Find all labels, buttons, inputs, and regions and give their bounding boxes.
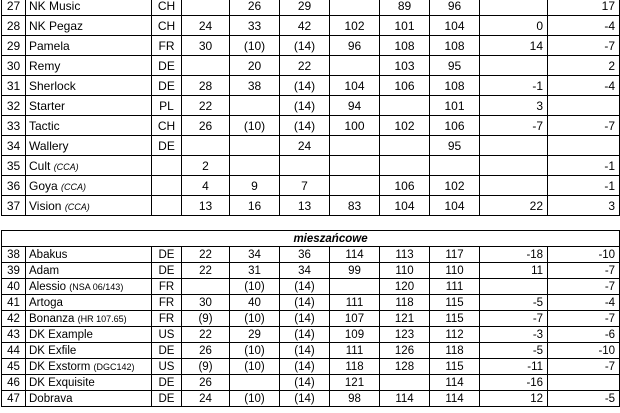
value-cell: 104 bbox=[430, 196, 480, 216]
row-number: 27 bbox=[2, 0, 26, 16]
value-cell bbox=[430, 156, 480, 176]
value-cell: 106 bbox=[430, 116, 480, 136]
value-cell: 95 bbox=[430, 136, 480, 156]
table-row bbox=[2, 96, 620, 116]
difference-cell: -18 bbox=[480, 247, 548, 263]
table-row bbox=[2, 196, 620, 216]
value-cell: 115 bbox=[430, 295, 480, 311]
value-cell: 114 bbox=[430, 391, 480, 407]
row-number: 30 bbox=[2, 56, 26, 76]
value-cell: 38 bbox=[230, 76, 280, 96]
value-cell: 108 bbox=[430, 36, 480, 56]
row-number: 35 bbox=[2, 156, 26, 176]
value-cell bbox=[230, 375, 280, 391]
value-cell: 115 bbox=[430, 311, 480, 327]
difference-cell bbox=[548, 375, 620, 391]
row-number: 28 bbox=[2, 16, 26, 36]
value-cell: 109 bbox=[330, 327, 380, 343]
difference-cell: -7 bbox=[548, 359, 620, 375]
country-code: DE bbox=[152, 247, 182, 263]
value-cell: 108 bbox=[380, 36, 430, 56]
value-cell: 22 bbox=[182, 327, 230, 343]
value-cell: 118 bbox=[380, 295, 430, 311]
country-code: FR bbox=[152, 295, 182, 311]
difference-cell: -5 bbox=[480, 295, 548, 311]
value-cell: (14) bbox=[280, 116, 330, 136]
table-row bbox=[2, 359, 620, 375]
value-cell: 26 bbox=[182, 116, 230, 136]
variety-cell bbox=[26, 116, 152, 136]
table-row bbox=[2, 247, 620, 263]
value-cell: (10) bbox=[230, 116, 280, 136]
country-code bbox=[152, 176, 182, 196]
value-cell: 26 bbox=[230, 0, 280, 16]
value-cell bbox=[330, 176, 380, 196]
value-cell bbox=[182, 56, 230, 76]
value-cell bbox=[380, 96, 430, 116]
variety-name: NK Pegaz bbox=[29, 18, 84, 33]
section-spacer-left bbox=[2, 231, 182, 247]
table-row bbox=[2, 136, 620, 156]
value-cell: 112 bbox=[430, 327, 480, 343]
row-number: 38 bbox=[2, 247, 26, 263]
row-number: 40 bbox=[2, 279, 26, 295]
difference-cell: -4 bbox=[548, 76, 620, 96]
value-cell bbox=[280, 156, 330, 176]
value-cell: (14) bbox=[280, 359, 330, 375]
country-code: CH bbox=[152, 116, 182, 136]
value-cell: 36 bbox=[280, 247, 330, 263]
variety-note: (CCA) bbox=[64, 201, 90, 212]
difference-cell: 2 bbox=[548, 56, 620, 76]
variety-cell bbox=[26, 327, 152, 343]
value-cell: (14) bbox=[280, 36, 330, 56]
value-cell: 115 bbox=[430, 359, 480, 375]
table-row bbox=[2, 176, 620, 196]
difference-cell: -4 bbox=[548, 295, 620, 311]
difference-cell: 3 bbox=[548, 196, 620, 216]
value-cell: 103 bbox=[380, 56, 430, 76]
variety-cell bbox=[26, 0, 152, 16]
difference-cell: -1 bbox=[548, 176, 620, 196]
value-cell: (10) bbox=[230, 359, 280, 375]
section-header-row bbox=[2, 231, 620, 247]
difference-cell bbox=[480, 156, 548, 176]
difference-cell: 22 bbox=[480, 196, 548, 216]
variety-name: Vision bbox=[29, 198, 62, 213]
value-cell: (9) bbox=[182, 359, 230, 375]
country-code: DE bbox=[152, 56, 182, 76]
difference-cell bbox=[480, 176, 548, 196]
variety-cell bbox=[26, 76, 152, 96]
variety-name: Tactic bbox=[29, 118, 60, 133]
value-cell: (14) bbox=[280, 279, 330, 295]
difference-cell: -7 bbox=[548, 36, 620, 56]
value-cell: (14) bbox=[280, 327, 330, 343]
country-code: FR bbox=[152, 36, 182, 56]
country-code: CH bbox=[152, 16, 182, 36]
value-cell: 111 bbox=[430, 279, 480, 295]
variety-name: NK Music bbox=[29, 0, 81, 13]
variety-name: DK Exfile bbox=[29, 344, 77, 357]
variety-cell bbox=[26, 343, 152, 359]
table-row bbox=[2, 343, 620, 359]
variety-name: Dobrava bbox=[29, 392, 73, 405]
variety-note: (HR 107.65) bbox=[77, 313, 127, 324]
variety-name: Pamela bbox=[29, 38, 70, 53]
difference-cell: 0 bbox=[480, 16, 548, 36]
table-row bbox=[2, 0, 620, 16]
value-cell: 94 bbox=[330, 96, 380, 116]
value-cell bbox=[182, 279, 230, 295]
value-cell: 83 bbox=[330, 196, 380, 216]
value-cell: 110 bbox=[380, 263, 430, 279]
country-code: DE bbox=[152, 136, 182, 156]
value-cell: 104 bbox=[430, 16, 480, 36]
value-cell: 30 bbox=[182, 295, 230, 311]
variety-cell bbox=[26, 136, 152, 156]
row-number: 45 bbox=[2, 359, 26, 375]
value-cell: (10) bbox=[230, 311, 280, 327]
variety-name: Starter bbox=[29, 98, 66, 113]
variety-cell bbox=[26, 359, 152, 375]
country-code: DE bbox=[152, 343, 182, 359]
table-row bbox=[2, 327, 620, 343]
value-cell: 22 bbox=[182, 247, 230, 263]
row-number: 36 bbox=[2, 176, 26, 196]
value-cell bbox=[380, 156, 430, 176]
difference-cell: -11 bbox=[480, 359, 548, 375]
value-cell: 29 bbox=[280, 0, 330, 16]
table-row bbox=[2, 16, 620, 36]
row-number: 29 bbox=[2, 36, 26, 56]
value-cell: 113 bbox=[380, 247, 430, 263]
variety-cell bbox=[26, 263, 152, 279]
table-row bbox=[2, 56, 620, 76]
value-cell: 120 bbox=[380, 279, 430, 295]
country-code: US bbox=[152, 359, 182, 375]
value-cell: 2 bbox=[182, 156, 230, 176]
table-row bbox=[2, 36, 620, 56]
variety-name: Goya bbox=[29, 178, 58, 193]
value-cell: (14) bbox=[280, 343, 330, 359]
row-number: 46 bbox=[2, 375, 26, 391]
variety-name: Cult bbox=[29, 158, 51, 173]
variety-cell bbox=[26, 279, 152, 295]
value-cell: 114 bbox=[430, 375, 480, 391]
value-cell: 121 bbox=[330, 375, 380, 391]
difference-cell: -5 bbox=[480, 343, 548, 359]
difference-cell: -10 bbox=[548, 343, 620, 359]
variety-name: Alessio bbox=[29, 280, 67, 293]
variety-name: DK Exstorm bbox=[29, 360, 91, 373]
variety-cell bbox=[26, 96, 152, 116]
value-cell bbox=[380, 375, 430, 391]
value-cell: 34 bbox=[230, 247, 280, 263]
row-number: 42 bbox=[2, 311, 26, 327]
variety-note: (DGC142) bbox=[93, 361, 135, 372]
value-cell: (14) bbox=[280, 295, 330, 311]
value-cell: 42 bbox=[280, 16, 330, 36]
value-cell: 95 bbox=[430, 56, 480, 76]
table-row bbox=[2, 311, 620, 327]
row-number: 41 bbox=[2, 295, 26, 311]
value-cell bbox=[182, 0, 230, 16]
value-cell: 118 bbox=[330, 359, 380, 375]
value-cell: 24 bbox=[182, 391, 230, 407]
value-cell: 96 bbox=[430, 0, 480, 16]
value-cell: 29 bbox=[230, 327, 280, 343]
value-cell: 123 bbox=[380, 327, 430, 343]
difference-cell: 3 bbox=[480, 96, 548, 116]
country-code: FR bbox=[152, 311, 182, 327]
difference-cell: -4 bbox=[548, 16, 620, 36]
value-cell: 28 bbox=[182, 76, 230, 96]
value-cell: 118 bbox=[430, 343, 480, 359]
value-cell: 16 bbox=[230, 196, 280, 216]
difference-cell: -7 bbox=[548, 279, 620, 295]
row-number: 32 bbox=[2, 96, 26, 116]
variety-name: Adam bbox=[29, 264, 60, 277]
value-cell: 24 bbox=[182, 16, 230, 36]
country-code: CH bbox=[152, 0, 182, 16]
value-cell: 106 bbox=[380, 176, 430, 196]
value-cell: 107 bbox=[330, 311, 380, 327]
difference-cell: 14 bbox=[480, 36, 548, 56]
value-cell: 89 bbox=[380, 0, 430, 16]
difference-cell: 11 bbox=[480, 263, 548, 279]
value-cell: 96 bbox=[330, 36, 380, 56]
value-cell: 114 bbox=[330, 247, 380, 263]
difference-cell bbox=[480, 279, 548, 295]
row-number: 33 bbox=[2, 116, 26, 136]
variety-name: DK Exquisite bbox=[29, 376, 95, 389]
value-cell: 101 bbox=[430, 96, 480, 116]
variety-cell bbox=[26, 375, 152, 391]
value-cell: (14) bbox=[280, 96, 330, 116]
row-number: 47 bbox=[2, 391, 26, 407]
row-number: 39 bbox=[2, 263, 26, 279]
variety-cell bbox=[26, 196, 152, 216]
value-cell: 13 bbox=[280, 196, 330, 216]
country-code bbox=[152, 196, 182, 216]
value-cell: 121 bbox=[380, 311, 430, 327]
value-cell: 40 bbox=[230, 295, 280, 311]
difference-cell: 17 bbox=[548, 0, 620, 16]
variety-cell bbox=[26, 36, 152, 56]
value-cell: (10) bbox=[230, 343, 280, 359]
variety-name: DK Example bbox=[29, 328, 93, 341]
difference-cell: -7 bbox=[548, 116, 620, 136]
section-title: mieszańcowe bbox=[182, 231, 480, 247]
value-cell: 26 bbox=[182, 343, 230, 359]
variety-cell bbox=[26, 311, 152, 327]
variety-cell bbox=[26, 391, 152, 407]
difference-cell: -5 bbox=[548, 391, 620, 407]
country-code: DE bbox=[152, 263, 182, 279]
table-row bbox=[2, 76, 620, 96]
variety-name: Bonanza bbox=[29, 312, 75, 325]
table-row bbox=[2, 295, 620, 311]
variety-table-top bbox=[1, 0, 620, 216]
value-cell: 26 bbox=[182, 375, 230, 391]
value-cell bbox=[230, 96, 280, 116]
variety-name: Wallery bbox=[29, 138, 69, 153]
variety-name: Abakus bbox=[29, 248, 68, 261]
difference-cell: -7 bbox=[548, 311, 620, 327]
value-cell: 128 bbox=[380, 359, 430, 375]
difference-cell: -1 bbox=[548, 156, 620, 176]
value-cell: 20 bbox=[230, 56, 280, 76]
difference-cell: 12 bbox=[480, 391, 548, 407]
country-code: FR bbox=[152, 279, 182, 295]
difference-cell bbox=[548, 96, 620, 116]
value-cell: 33 bbox=[230, 16, 280, 36]
value-cell: 102 bbox=[330, 16, 380, 36]
value-cell: 110 bbox=[430, 263, 480, 279]
variety-cell bbox=[26, 56, 152, 76]
value-cell: (10) bbox=[230, 36, 280, 56]
table-row bbox=[2, 375, 620, 391]
variety-cell bbox=[26, 295, 152, 311]
value-cell: 24 bbox=[280, 136, 330, 156]
difference-cell: -1 bbox=[480, 76, 548, 96]
value-cell: 102 bbox=[380, 116, 430, 136]
value-cell bbox=[330, 279, 380, 295]
value-cell: 117 bbox=[430, 247, 480, 263]
value-cell bbox=[330, 56, 380, 76]
value-cell: 104 bbox=[330, 76, 380, 96]
value-cell bbox=[182, 136, 230, 156]
value-cell: 7 bbox=[280, 176, 330, 196]
value-cell: 126 bbox=[380, 343, 430, 359]
section-spacer-right bbox=[480, 231, 620, 247]
difference-cell: -6 bbox=[548, 327, 620, 343]
row-number: 31 bbox=[2, 76, 26, 96]
value-cell bbox=[330, 156, 380, 176]
variety-name: Sherlock bbox=[29, 78, 76, 93]
value-cell: 31 bbox=[230, 263, 280, 279]
variety-note: (CCA) bbox=[53, 161, 79, 172]
table-row bbox=[2, 116, 620, 136]
difference-cell: -7 bbox=[480, 311, 548, 327]
row-number: 43 bbox=[2, 327, 26, 343]
country-code: US bbox=[152, 327, 182, 343]
value-cell bbox=[230, 156, 280, 176]
value-cell bbox=[330, 0, 380, 16]
value-cell: (14) bbox=[280, 375, 330, 391]
value-cell: 104 bbox=[380, 196, 430, 216]
variety-cell bbox=[26, 16, 152, 36]
value-cell: (14) bbox=[280, 311, 330, 327]
country-code: DE bbox=[152, 391, 182, 407]
difference-cell bbox=[480, 56, 548, 76]
value-cell: 99 bbox=[330, 263, 380, 279]
value-cell: 22 bbox=[280, 56, 330, 76]
value-cell: 98 bbox=[330, 391, 380, 407]
difference-cell bbox=[480, 136, 548, 156]
value-cell: 4 bbox=[182, 176, 230, 196]
value-cell bbox=[230, 136, 280, 156]
value-cell: 22 bbox=[182, 263, 230, 279]
variety-name: Artoga bbox=[29, 296, 63, 309]
value-cell: (9) bbox=[182, 311, 230, 327]
value-cell: 108 bbox=[430, 76, 480, 96]
variety-cell bbox=[26, 247, 152, 263]
difference-cell bbox=[548, 136, 620, 156]
value-cell: (14) bbox=[280, 76, 330, 96]
country-code: DE bbox=[152, 76, 182, 96]
value-cell: 22 bbox=[182, 96, 230, 116]
value-cell: 111 bbox=[330, 295, 380, 311]
value-cell: 30 bbox=[182, 36, 230, 56]
difference-cell: -10 bbox=[548, 247, 620, 263]
row-number: 44 bbox=[2, 343, 26, 359]
variety-note: (CCA) bbox=[61, 181, 87, 192]
table-row bbox=[2, 279, 620, 295]
value-cell: 34 bbox=[280, 263, 330, 279]
difference-cell bbox=[480, 0, 548, 16]
country-code: DE bbox=[152, 375, 182, 391]
row-number: 37 bbox=[2, 196, 26, 216]
value-cell: (14) bbox=[280, 391, 330, 407]
difference-cell: -7 bbox=[480, 116, 548, 136]
table-row bbox=[2, 263, 620, 279]
row-number: 34 bbox=[2, 136, 26, 156]
country-code: PL bbox=[152, 96, 182, 116]
difference-cell: -3 bbox=[480, 327, 548, 343]
variety-name: Remy bbox=[29, 58, 61, 73]
variety-table-hybrids bbox=[1, 230, 620, 407]
value-cell: 100 bbox=[330, 116, 380, 136]
value-cell: (10) bbox=[230, 279, 280, 295]
value-cell: 111 bbox=[330, 343, 380, 359]
difference-cell: -7 bbox=[548, 263, 620, 279]
value-cell: 102 bbox=[430, 176, 480, 196]
variety-cell bbox=[26, 176, 152, 196]
variety-note: (NSA 06/143) bbox=[69, 281, 124, 292]
value-cell bbox=[330, 136, 380, 156]
table-row bbox=[2, 156, 620, 176]
value-cell: 114 bbox=[380, 391, 430, 407]
value-cell: 13 bbox=[182, 196, 230, 216]
table-row bbox=[2, 391, 620, 407]
difference-cell: -16 bbox=[480, 375, 548, 391]
variety-cell bbox=[26, 156, 152, 176]
country-code bbox=[152, 156, 182, 176]
value-cell: 9 bbox=[230, 176, 280, 196]
value-cell: (10) bbox=[230, 391, 280, 407]
value-cell bbox=[380, 136, 430, 156]
value-cell: 101 bbox=[380, 16, 430, 36]
value-cell: 106 bbox=[380, 76, 430, 96]
